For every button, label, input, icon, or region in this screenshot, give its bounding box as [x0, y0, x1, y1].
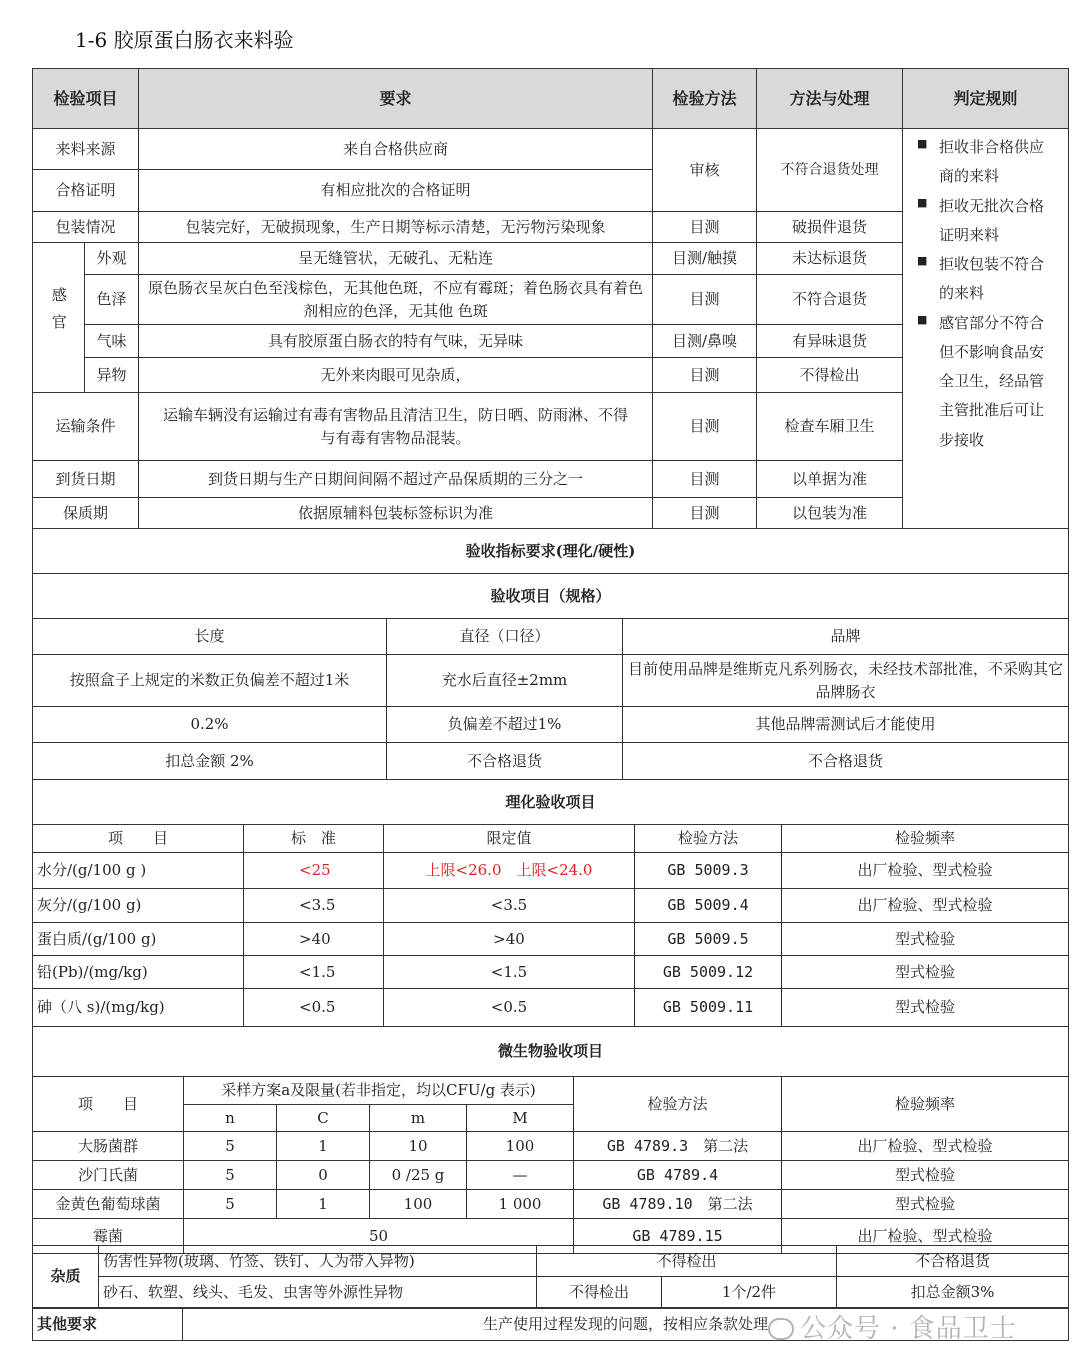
header-item: 检验项目 — [33, 69, 139, 129]
physchem-limit: <3.5 — [384, 889, 635, 923]
physchem-header: 检验方法 — [635, 825, 782, 853]
foreign-action: 不得检出 — [757, 358, 903, 393]
header-requirement: 要求 — [139, 69, 653, 129]
micro-table — [32, 1026, 1068, 1254]
arrival-action: 以单据为准 — [757, 461, 903, 498]
micro-M: 1 000 — [467, 1190, 574, 1219]
micro-item: 金黄色葡萄球菌 — [33, 1190, 184, 1219]
physchem-title: 理化验收项目 — [33, 780, 1069, 825]
physchem-standard: <0.5 — [244, 989, 384, 1027]
micro-n: 5 — [184, 1132, 277, 1161]
physchem-limit: 上限<26.0 上限<24.0 — [384, 853, 635, 889]
physchem-item: 砷（八 s)/(mg/kg) — [33, 989, 244, 1027]
judgement-rules — [903, 129, 1069, 529]
spec-cell: 不合格退货 — [387, 743, 623, 780]
spec-cell: 0.2% — [33, 707, 387, 743]
spec-cell: 按照盒子上规定的米数正负偏差不超过1米 — [33, 655, 387, 707]
foreign-item: 异物 — [85, 358, 139, 393]
source-item: 来料来源 — [33, 129, 139, 170]
judgement-rule: ■ 拒收无批次合格证明来料 — [917, 192, 1058, 251]
appearance-requirement: 呈无缝管状，无破孔、无粘连 — [139, 243, 653, 275]
shelf-requirement: 依据原辅料包装标签标识为准 — [139, 498, 653, 529]
physchem-item: 灰分/(g/100 g) — [33, 889, 244, 923]
header-handling: 方法与处理 — [757, 69, 903, 129]
micro-M: — — [467, 1161, 574, 1190]
smell-action: 有异味退货 — [757, 325, 903, 358]
micro-subheader: n — [184, 1104, 277, 1132]
micro-header-sampling: 采样方案a及限量(若非指定，均以CFU/g 表示) — [184, 1077, 574, 1105]
source-requirement: 来自合格供应商 — [139, 129, 653, 170]
physchem-header: 项 目 — [33, 825, 244, 853]
physchem-standard: <3.5 — [244, 889, 384, 923]
micro-m: 10 — [370, 1132, 467, 1161]
micro-header-item: 项 目 — [33, 1077, 184, 1132]
physchem-item: 铅(Pb)/(mg/kg) — [33, 956, 244, 989]
impurity-action: 不合格退货 — [837, 1246, 1069, 1277]
mold-value: 50 — [184, 1219, 574, 1254]
appearance-item: 外观 — [85, 243, 139, 275]
physchem-standard: <25 — [244, 853, 384, 889]
shelf-action: 以包装为准 — [757, 498, 903, 529]
physchem-standard: >40 — [244, 923, 384, 956]
micro-m: 100 — [370, 1190, 467, 1219]
package-method: 目测 — [653, 212, 757, 243]
package-action: 破损件退货 — [757, 212, 903, 243]
micro-header-frequency: 检验频率 — [782, 1077, 1069, 1132]
impurity-desc: 伤害性异物(玻璃、竹签、铁钉、人为带入异物) — [99, 1246, 537, 1277]
physchem-method: GB 5009.4 — [635, 889, 782, 923]
impurity-limit: 不得检出 — [537, 1246, 837, 1277]
micro-subheader: M — [467, 1104, 574, 1132]
impurity-action: 扣总金额3% — [837, 1277, 1069, 1308]
smell-method: 目测/鼻嗅 — [653, 325, 757, 358]
impurity-desc: 砂石、软塑、线头、毛发、虫害等外源性异物 — [99, 1277, 537, 1308]
color-action: 不符合退货 — [757, 275, 903, 325]
smell-item: 气味 — [85, 325, 139, 358]
micro-M: 100 — [467, 1132, 574, 1161]
arrival-requirement: 到货日期与生产日期间间隔不超过产品保质期的三分之一 — [139, 461, 653, 498]
shelf-item: 保质期 — [33, 498, 139, 529]
spec-cell: 目前使用品牌是维斯克凡系列肠衣，未经技术部批准，不采购其它品牌肠衣 — [623, 655, 1069, 707]
micro-c: 1 — [277, 1190, 370, 1219]
physchem-limit: <0.5 — [384, 989, 635, 1027]
shelf-method: 目测 — [653, 498, 757, 529]
physchem-item: 蛋白质/(g/100 g) — [33, 923, 244, 956]
micro-method: GB 4789.10 第二法 — [574, 1190, 782, 1219]
arrival-method: 目测 — [653, 461, 757, 498]
color-requirement: 原色肠衣呈灰白色至浅棕色，无其他色斑，不应有霉斑；着色肠衣具有着色剂相应的色泽，无其他 色斑 — [139, 275, 653, 325]
package-requirement: 包装完好，无破损现象，生产日期等标示清楚，无污物污染现象 — [139, 212, 653, 243]
micro-n: 5 — [184, 1161, 277, 1190]
physchem-limit: >40 — [384, 923, 635, 956]
micro-m: 0 /25 g — [370, 1161, 467, 1190]
foreign-requirement: 无外来肉眼可见杂质， — [139, 358, 653, 393]
judgement-rule: ■ 拒收包装不符合的来料 — [917, 250, 1058, 309]
spec-title: 验收指标要求(理化/硬性) — [33, 529, 1069, 574]
micro-c: 0 — [277, 1161, 370, 1190]
physchem-frequency: 出厂检验、型式检验 — [782, 853, 1069, 889]
transport-requirement: 运输车辆没有运输过有毒有害物品且清洁卫生，防日晒、防雨淋、不得与有毒有害物品混装。 — [139, 393, 653, 461]
appearance-method: 目测/触摸 — [653, 243, 757, 275]
review-method: 审核 — [653, 129, 757, 212]
spec-header-length: 长度 — [33, 619, 387, 655]
inspection-table — [32, 68, 1068, 529]
header-method: 检验方法 — [653, 69, 757, 129]
package-item: 包装情况 — [33, 212, 139, 243]
physchem-header: 标 准 — [244, 825, 384, 853]
micro-method: GB 4789.4 — [574, 1161, 782, 1190]
spec-cell: 充水后直径±2mm — [387, 655, 623, 707]
micro-frequency: 型式检验 — [782, 1161, 1069, 1190]
micro-subheader: m — [370, 1104, 467, 1132]
mold-frequency: 出厂检验、型式检验 — [782, 1219, 1069, 1254]
cert-item: 合格证明 — [33, 170, 139, 212]
other-label: 其他要求 — [33, 1309, 183, 1341]
physchem-frequency: 出厂检验、型式检验 — [782, 889, 1069, 923]
appearance-action: 未达标退货 — [757, 243, 903, 275]
impurity-limit: 不得检出 — [537, 1277, 662, 1308]
impurity-count: 1个/2件 — [662, 1277, 837, 1308]
physchem-header: 检验频率 — [782, 825, 1069, 853]
physchem-table — [32, 779, 1068, 1027]
mold-method: GB 4789.15 — [574, 1219, 782, 1254]
impurity-label: 杂质 — [33, 1246, 99, 1308]
micro-n: 5 — [184, 1190, 277, 1219]
judgement-rule: ■ 感官部分不符合但不影响食品安全卫生，经品管主管批准后可让步接收 — [917, 309, 1058, 455]
transport-item: 运输条件 — [33, 393, 139, 461]
physchem-limit: <1.5 — [384, 956, 635, 989]
micro-subheader: C — [277, 1104, 370, 1132]
micro-c: 1 — [277, 1132, 370, 1161]
foreign-method: 目测 — [653, 358, 757, 393]
cert-requirement: 有相应批次的合格证明 — [139, 170, 653, 212]
color-item: 色泽 — [85, 275, 139, 325]
watermark: 公众号 · 食品卫士 — [768, 1308, 1017, 1345]
spec-cell: 扣总金额 2% — [33, 743, 387, 780]
physchem-standard: <1.5 — [244, 956, 384, 989]
physchem-method: GB 5009.11 — [635, 989, 782, 1027]
color-method: 目测 — [653, 275, 757, 325]
review-action: 不符合退货处理 — [757, 129, 903, 212]
micro-item: 沙门氏菌 — [33, 1161, 184, 1190]
physchem-method: GB 5009.12 — [635, 956, 782, 989]
spec-cell: 其他品牌需测试后才能使用 — [623, 707, 1069, 743]
spec-cell: 不合格退货 — [623, 743, 1069, 780]
spec-header-diameter: 直径（口径） — [387, 619, 623, 655]
micro-title: 微生物验收项目 — [33, 1027, 1069, 1077]
spec-header-brand: 品牌 — [623, 619, 1069, 655]
physchem-frequency: 型式检验 — [782, 923, 1069, 956]
wechat-icon — [768, 1318, 794, 1340]
physchem-method: GB 5009.3 — [635, 853, 782, 889]
document-title: 1-6 胶原蛋白肠衣来料验 — [75, 28, 294, 52]
physchem-frequency: 型式检验 — [782, 989, 1069, 1027]
spec-subtitle: 验收项目（规格） — [33, 574, 1069, 619]
sensory-group: 感官 — [33, 243, 85, 393]
physchem-method: GB 5009.5 — [635, 923, 782, 956]
smell-requirement: 具有胶原蛋白肠衣的特有气味，无异味 — [139, 325, 653, 358]
transport-action: 检查车厢卫生 — [757, 393, 903, 461]
micro-frequency: 出厂检验、型式检验 — [782, 1132, 1069, 1161]
impurity-table — [32, 1245, 1068, 1308]
spec-cell: 负偏差不超过1% — [387, 707, 623, 743]
physchem-item: 水分/(g/100 g ) — [33, 853, 244, 889]
micro-header-method: 检验方法 — [574, 1077, 782, 1132]
arrival-item: 到货日期 — [33, 461, 139, 498]
spec-table — [32, 528, 1068, 780]
micro-method: GB 4789.3 第二法 — [574, 1132, 782, 1161]
micro-item: 大肠菌群 — [33, 1132, 184, 1161]
transport-method: 目测 — [653, 393, 757, 461]
physchem-header: 限定值 — [384, 825, 635, 853]
physchem-frequency: 型式检验 — [782, 956, 1069, 989]
micro-frequency: 型式检验 — [782, 1190, 1069, 1219]
mold-item: 霉菌 — [33, 1219, 184, 1254]
other-text: 生产使用过程发现的问题，按相应条款处理 — [183, 1309, 1069, 1341]
judgement-rule: ■ 拒收非合格供应商的来料 — [917, 133, 1058, 192]
header-judgement: 判定规则 — [903, 69, 1069, 129]
